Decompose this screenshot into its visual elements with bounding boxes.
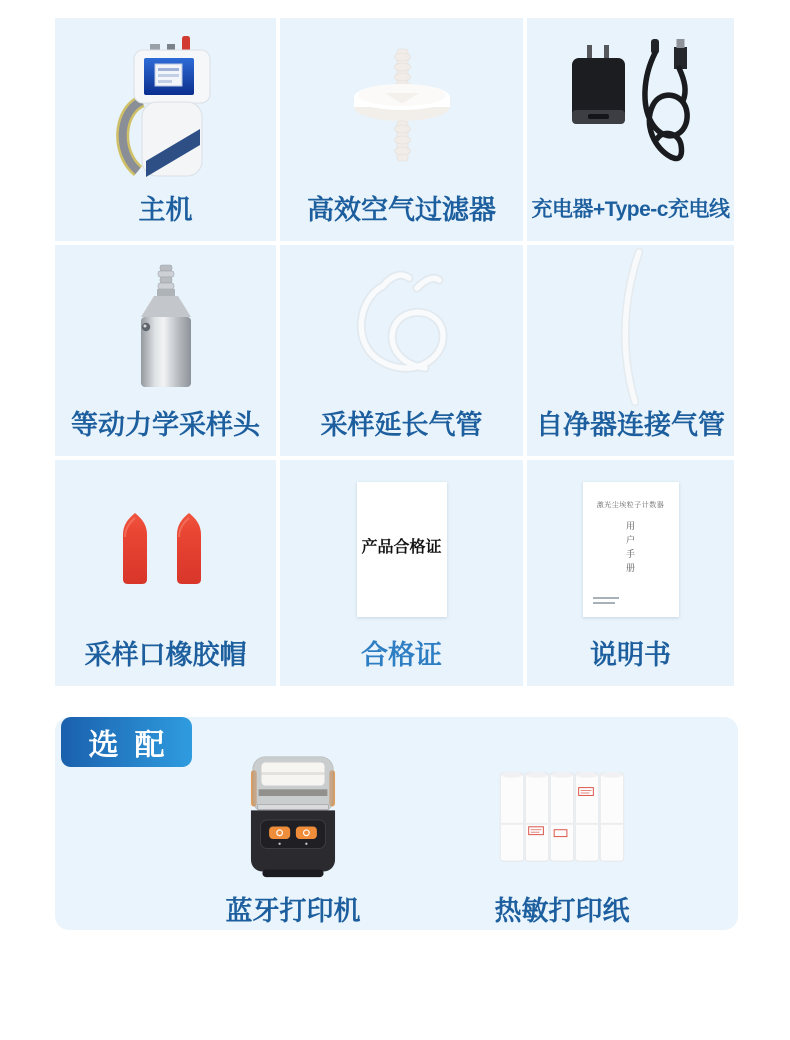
kit-item-label: 等动力学采样头 bbox=[71, 410, 260, 440]
optional-section bbox=[55, 717, 738, 930]
certificate-card bbox=[357, 482, 447, 617]
kit-item-label: 合格证 bbox=[361, 640, 442, 670]
kit-item-label: 高效空气过滤器 bbox=[307, 195, 496, 225]
extension-tube-image bbox=[280, 245, 523, 408]
air-filter-icon bbox=[347, 45, 457, 167]
rubber-caps-image bbox=[55, 460, 276, 638]
manual-char: 册 bbox=[625, 562, 635, 573]
manual-char: 户 bbox=[625, 534, 635, 545]
certificate-title: 产品合格证 bbox=[361, 538, 442, 556]
kit-item-hepa-filter bbox=[280, 18, 523, 241]
kit-item-label: 采样口橡胶帽 bbox=[84, 640, 247, 670]
manual-char: 用 bbox=[625, 520, 635, 531]
red-caps-icon bbox=[111, 509, 221, 589]
certificate-image bbox=[280, 460, 523, 638]
thermal-paper-image bbox=[452, 753, 672, 881]
optional-item-label: 蓝牙打印机 bbox=[225, 896, 361, 926]
kit-item-label: 充电器+Type-c充电线 bbox=[531, 198, 730, 221]
charger-cable-image bbox=[527, 18, 734, 193]
kit-item-connector-tube bbox=[527, 245, 734, 456]
kit-item-label: 主机 bbox=[138, 195, 193, 225]
optional-item-printer bbox=[183, 753, 403, 928]
connector-tube-image bbox=[527, 245, 734, 408]
isokinetic-head-icon bbox=[121, 263, 211, 391]
kit-item-charger-cable bbox=[527, 18, 734, 241]
kit-item-sampling-head bbox=[55, 245, 276, 456]
kit-item-label: 自净器连接气管 bbox=[536, 410, 725, 440]
kit-item-extension-tube bbox=[280, 245, 523, 456]
optional-item-paper bbox=[452, 753, 672, 928]
manual-vertical-title bbox=[583, 522, 679, 573]
hepa-filter-image bbox=[280, 18, 523, 193]
manual-footer-line bbox=[593, 602, 615, 604]
kit-item-main-unit bbox=[55, 18, 276, 241]
paper-rolls-icon bbox=[498, 768, 626, 866]
manual-footer-line bbox=[593, 597, 619, 599]
main-unit-image bbox=[55, 18, 276, 193]
optional-tag: 选配 bbox=[61, 717, 192, 767]
kit-item-rubber-caps bbox=[55, 460, 276, 686]
manual-card bbox=[583, 482, 679, 617]
kit-item-label: 采样延长气管 bbox=[320, 410, 483, 440]
kit-item-label: 说明书 bbox=[590, 640, 671, 670]
optional-item-label: 热敏打印纸 bbox=[494, 896, 630, 926]
charger-and-cable-icon bbox=[555, 37, 707, 175]
printer-icon bbox=[245, 753, 341, 881]
coiled-tube-icon bbox=[339, 264, 465, 390]
curved-tube-icon bbox=[603, 247, 659, 407]
kit-item-manual bbox=[527, 460, 734, 686]
sampling-head-image bbox=[55, 245, 276, 408]
handheld-device-icon bbox=[110, 31, 222, 181]
kit-grid bbox=[55, 18, 734, 686]
manual-image bbox=[527, 460, 734, 638]
manual-char: 手 bbox=[625, 548, 635, 559]
manual-cover-title: 激光尘埃粒子计数器 bbox=[596, 500, 665, 509]
kit-item-certificate bbox=[280, 460, 523, 686]
bluetooth-printer-image bbox=[183, 753, 403, 881]
